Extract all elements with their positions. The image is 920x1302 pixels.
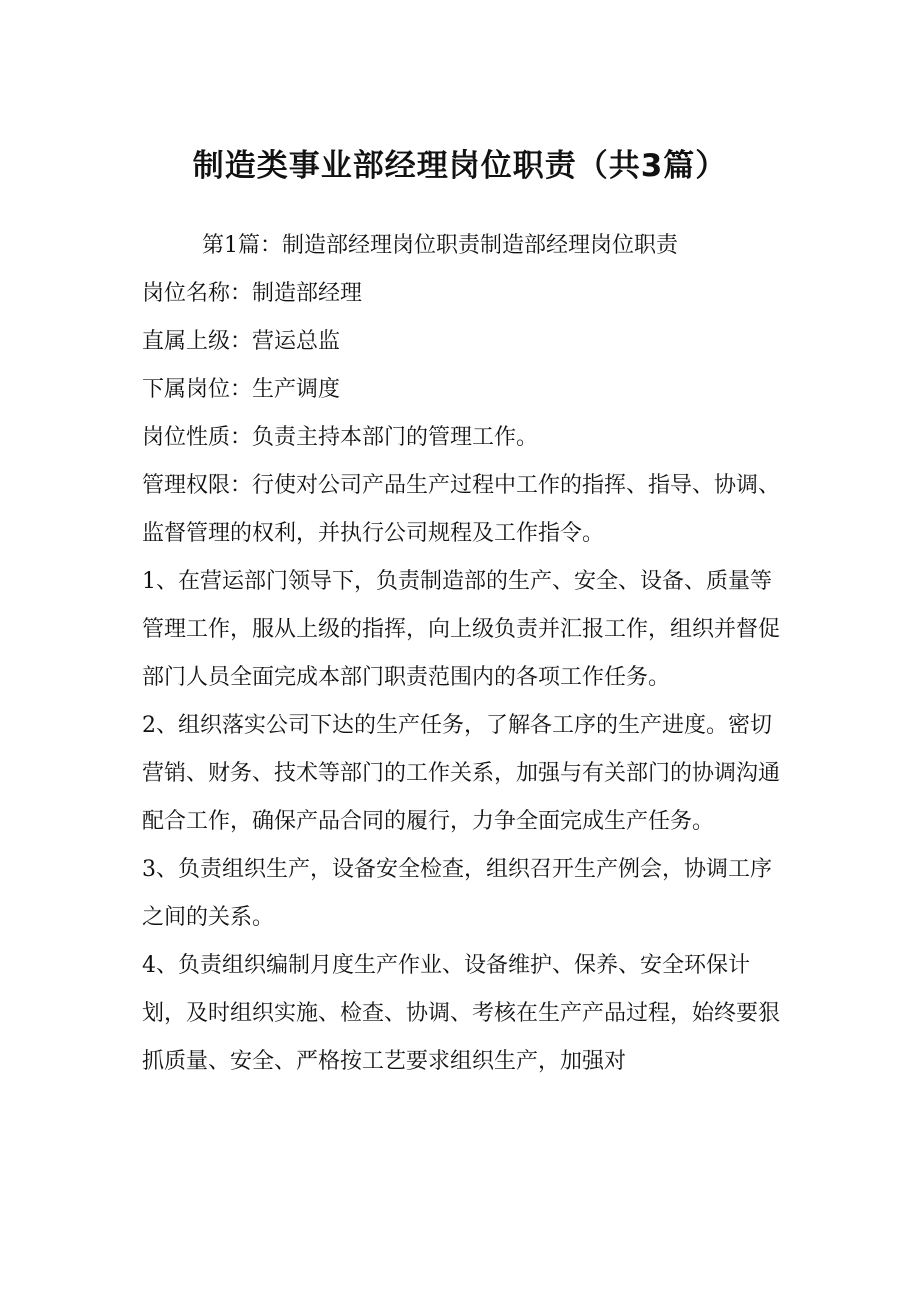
- paragraph-duty-3: 3、负责组织生产，设备安全检查，组织召开生产例会，协调工序之间的关系。: [142, 857, 772, 930]
- paragraph-management-authority: 管理权限：行使对公司产品生产过程中工作的指挥、指导、协调、监督管理的权利，并执行公司规程及工作指令。: [142, 473, 781, 546]
- paragraph-duty-1: 1、在营运部门领导下，负责制造部的生产、安全、设备、质量等管理工作，服从上级的指挥，向上级负责并汇报工作，组织并督促部门人员全面完成本部门职责范围内的各项工作任务。: [142, 569, 781, 690]
- paragraph-chapter-heading: 第1篇：制造部经理岗位职责制造部经理岗位职责: [202, 233, 678, 258]
- document-body: [142, 222, 792, 1086]
- paragraph-position-name: 岗位名称：制造部经理: [142, 281, 363, 306]
- document-title: 制造类事业部经理岗位职责（共3篇）: [192, 148, 728, 184]
- paragraph-duty-2: 2、组织落实公司下达的生产任务，了解各工序的生产进度。密切营销、财务、技术等部门的工作关系，加强与有关部门的协调沟通配合工作，确保产品合同的履行，力争全面完成生产任务。: [142, 713, 781, 834]
- paragraph-position-nature: 岗位性质：负责主持本部门的管理工作。: [142, 425, 539, 450]
- paragraph-subordinate-position: 下属岗位：生产调度: [142, 377, 341, 402]
- paragraph-duty-4: 4、负责组织编制月度生产作业、设备维护、保养、安全环保计划，及时组织实施、检查、协调、考核在生产产品过程，始终要狠抓质量、安全、严格按工艺要求组织生产，加强对: [142, 953, 781, 1074]
- paragraph-direct-superior: 直属上级：营运总监: [142, 329, 341, 354]
